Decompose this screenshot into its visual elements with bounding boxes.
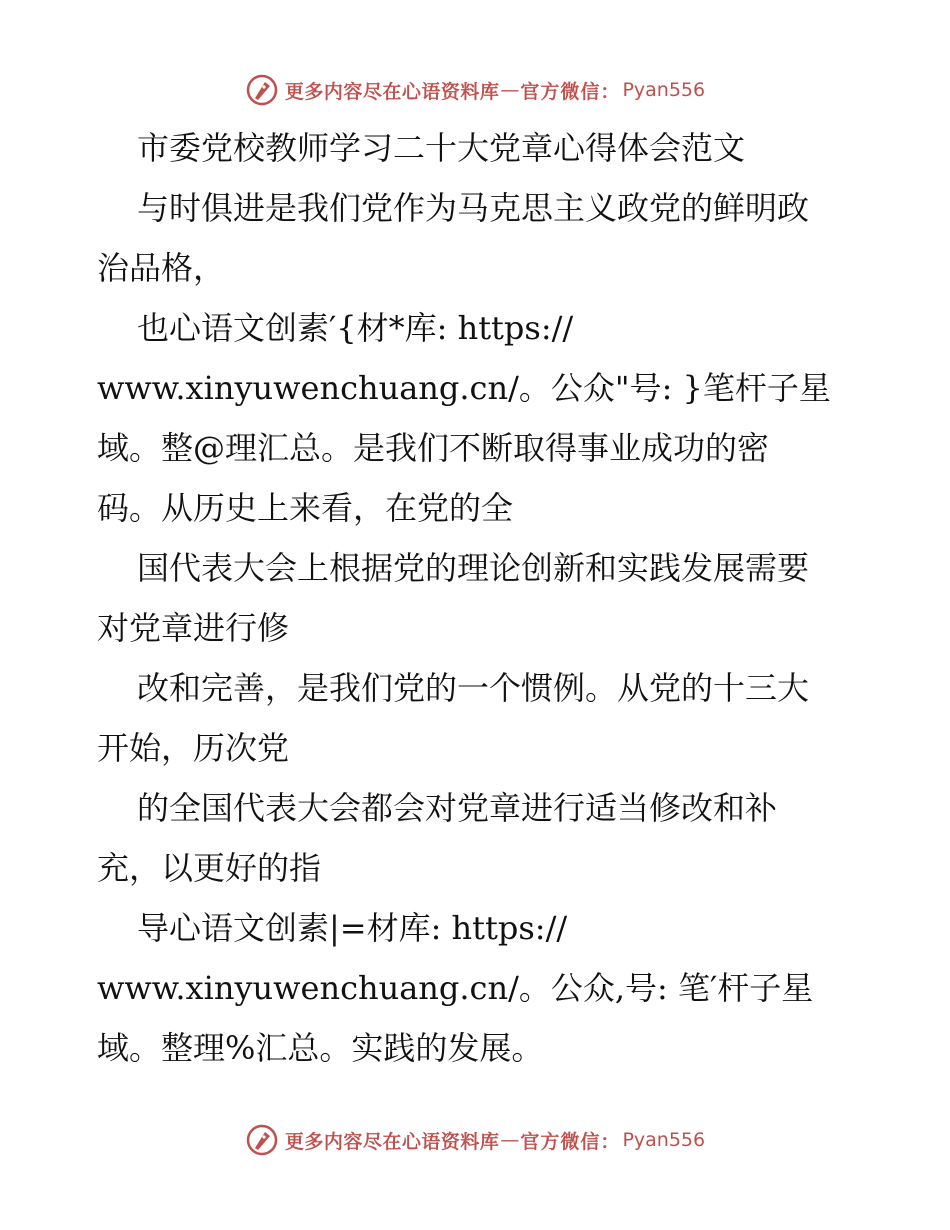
body-line: www.xinyuwenchuang.cn/。公众"号: }笔杆子星 [97,369,831,407]
banner-main-text: 更多内容尽在心语资料库 [284,1130,500,1153]
document-title: 市委党校教师学习二十大党章心得体会范文 [137,129,746,167]
body-line: 对党章进行修 [97,609,290,647]
body-line: 与时俱进是我们党作为马克思主义政党的鲜明政 [137,189,810,227]
body-line: 改和完善，是我们党的一个惯例。从党的十三大 [137,669,810,707]
body-line: 域。整@理汇总。是我们不断取得事业成功的密 [97,429,770,467]
pen-nib-logo-icon [245,1123,279,1157]
body-line: 也心语文创素′{材*库: https:// [137,309,574,347]
body-line: 码。从历史上来看，在党的全 [97,489,514,527]
body-line: 国代表大会上根据党的理论创新和实践发展需要 [137,549,810,587]
footer-banner [0,1120,950,1160]
pen-nib-logo-icon [245,73,279,107]
banner-wechat-id: Pyan556 [622,1129,706,1151]
body-line: 域。整理%汇总。实践的发展。 [97,1029,544,1067]
body-line: 开始，历次党 [97,729,290,767]
body-line: 治品格， [97,249,226,287]
header-banner [0,70,950,110]
banner-main-text: 更多内容尽在心语资料库 [284,80,500,103]
body-line: 导心语文创素|=材库: https:// [137,909,568,947]
body-line: 的全国代表大会都会对党章进行适当修改和补 [137,789,778,827]
banner-dash: — [500,79,520,101]
document-body [97,118,867,1078]
banner-dash: — [500,1129,520,1151]
body-line: www.xinyuwenchuang.cn/。公众,号: 笔′杆子星 [97,969,814,1007]
banner-wechat-id: Pyan556 [622,79,706,101]
banner-wechat-label: 官方微信： [520,80,621,103]
banner-wechat-label: 官方微信： [520,1130,621,1153]
body-line: 充，以更好的指 [97,849,322,887]
